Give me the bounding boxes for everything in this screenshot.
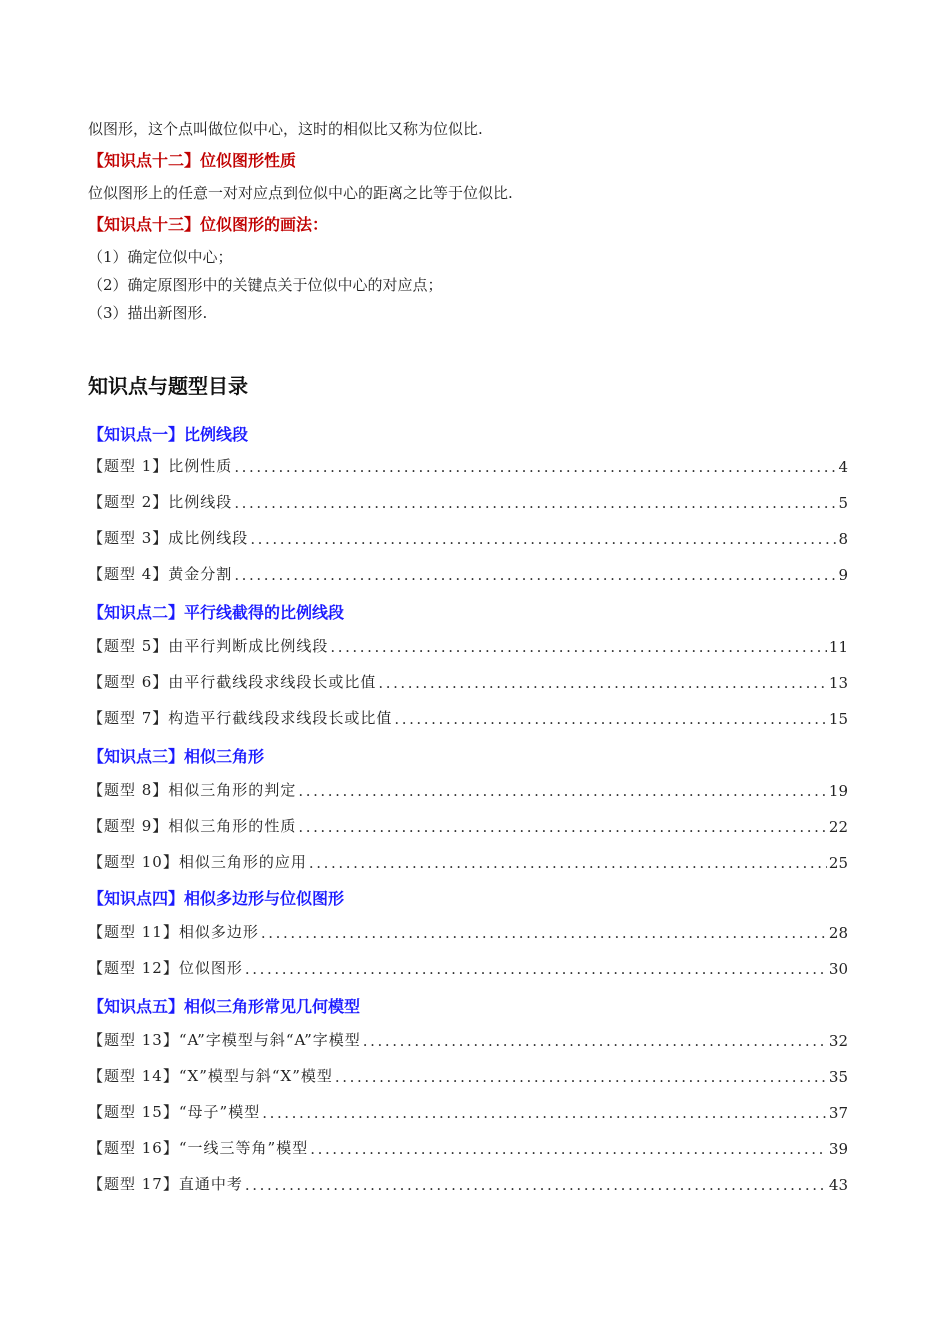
toc-entry[interactable] — [88, 454, 848, 476]
toc-entry[interactable] — [88, 1028, 848, 1050]
toc-leader-dots — [310, 1140, 827, 1158]
toc-entry-page: 43 — [828, 1176, 848, 1194]
kp13-heading: 【知识点十三】位似图形的画法： — [88, 215, 329, 234]
toc-leader-dots — [234, 458, 836, 476]
kp12-text: 位似图形上的任意一对对应点到位似中心的距离之比等于位似比. — [88, 184, 513, 202]
toc-entry-label: 【题型 13】“A”字模型与斜“A”字模型 — [88, 1031, 361, 1049]
toc-entry-label: 【题型 16】“一线三等角”模型 — [88, 1139, 309, 1157]
toc-entry-label: 【题型 9】相似三角形的性质 — [88, 817, 297, 835]
toc-entry-page: 28 — [828, 924, 848, 942]
toc-entry-label: 【题型 12】位似图形 — [88, 959, 243, 977]
toc-entry-page: 25 — [828, 854, 848, 872]
toc-entry-page: 39 — [828, 1140, 848, 1158]
toc-leader-dots — [234, 566, 836, 584]
toc-leader-dots — [245, 1176, 827, 1194]
toc-entry[interactable] — [88, 634, 848, 656]
toc-entry-page: 30 — [828, 960, 848, 978]
toc-entry[interactable] — [88, 956, 848, 978]
toc-entry[interactable] — [88, 814, 848, 836]
toc-leader-dots — [378, 674, 827, 692]
toc-leader-dots — [261, 924, 827, 942]
toc-leader-dots — [330, 638, 827, 656]
toc-entry-page: 35 — [828, 1068, 848, 1086]
toc-entry[interactable] — [88, 526, 848, 548]
toc-section-heading: 【知识点四】相似多边形与位似图形 — [88, 889, 345, 908]
toc-entry[interactable] — [88, 920, 848, 942]
toc-leader-dots — [394, 710, 827, 728]
toc-entry[interactable] — [88, 1100, 848, 1122]
toc-entry-page: 22 — [828, 818, 848, 836]
toc-entry[interactable] — [88, 562, 848, 584]
toc-section-heading: 【知识点五】相似三角形常见几何模型 — [88, 997, 361, 1016]
step-item: （1）确定位似中心； — [88, 248, 233, 266]
toc-entry-label: 【题型 5】由平行判断成比例线段 — [88, 637, 329, 655]
toc-entry[interactable] — [88, 850, 848, 872]
toc-entry[interactable] — [88, 778, 848, 800]
toc-entry-label: 【题型 6】由平行截线段求线段长或比值 — [88, 673, 377, 691]
toc-entry[interactable] — [88, 1172, 848, 1194]
toc-title: 知识点与题型目录 — [88, 374, 248, 398]
toc-entry[interactable] — [88, 706, 848, 728]
step-item: （3）描出新图形. — [88, 304, 208, 322]
toc-entry-page: 11 — [828, 638, 848, 656]
toc-section-heading: 【知识点一】比例线段 — [88, 425, 249, 444]
toc-leader-dots — [234, 494, 836, 512]
toc-entry-page: 19 — [828, 782, 848, 800]
toc-entry-label: 【题型 1】比例性质 — [88, 457, 233, 475]
toc-entry-label: 【题型 14】“X”模型与斜“X”模型 — [88, 1067, 333, 1085]
toc-section-heading: 【知识点二】平行线截得的比例线段 — [88, 603, 345, 622]
toc-entry[interactable] — [88, 490, 848, 512]
toc-entry-page: 5 — [838, 494, 848, 512]
toc-entry-page: 9 — [838, 566, 848, 584]
toc-entry-page: 13 — [828, 674, 848, 692]
toc-leader-dots — [363, 1032, 827, 1050]
step-item: （2）确定原图形中的关键点关于位似中心的对应点； — [88, 276, 443, 294]
toc-entry-label: 【题型 2】比例线段 — [88, 493, 233, 511]
toc-leader-dots — [298, 782, 827, 800]
toc-entry-label: 【题型 11】相似多边形 — [88, 923, 259, 941]
toc-entry-page: 4 — [838, 458, 848, 476]
toc-entry-label: 【题型 4】黄金分割 — [88, 565, 233, 583]
toc-leader-dots — [262, 1104, 827, 1122]
toc-entry[interactable] — [88, 1064, 848, 1086]
toc-entry-page: 32 — [828, 1032, 848, 1050]
toc-section-heading: 【知识点三】相似三角形 — [88, 747, 265, 766]
toc-entry[interactable] — [88, 1136, 848, 1158]
toc-entry-page: 8 — [838, 530, 848, 548]
toc-entry-page: 37 — [828, 1104, 848, 1122]
toc-entry-label: 【题型 17】直通中考 — [88, 1175, 243, 1193]
toc-leader-dots — [335, 1068, 827, 1086]
intro-line: 似图形，这个点叫做位似中心，这时的相似比又称为位似比. — [88, 120, 483, 138]
toc-entry-label: 【题型 10】相似三角形的应用 — [88, 853, 307, 871]
toc-leader-dots — [250, 530, 836, 548]
toc-entry-label: 【题型 3】成比例线段 — [88, 529, 249, 547]
toc-entry-label: 【题型 15】“母子”模型 — [88, 1103, 261, 1121]
toc-entry[interactable] — [88, 670, 848, 692]
toc-leader-dots — [298, 818, 827, 836]
kp12-heading: 【知识点十二】位似图形性质 — [88, 151, 297, 170]
toc-entry-label: 【题型 8】相似三角形的判定 — [88, 781, 297, 799]
toc-leader-dots — [309, 854, 827, 872]
toc-entry-page: 15 — [828, 710, 848, 728]
toc-leader-dots — [245, 960, 827, 978]
toc-entry-label: 【题型 7】构造平行截线段求线段长或比值 — [88, 709, 393, 727]
